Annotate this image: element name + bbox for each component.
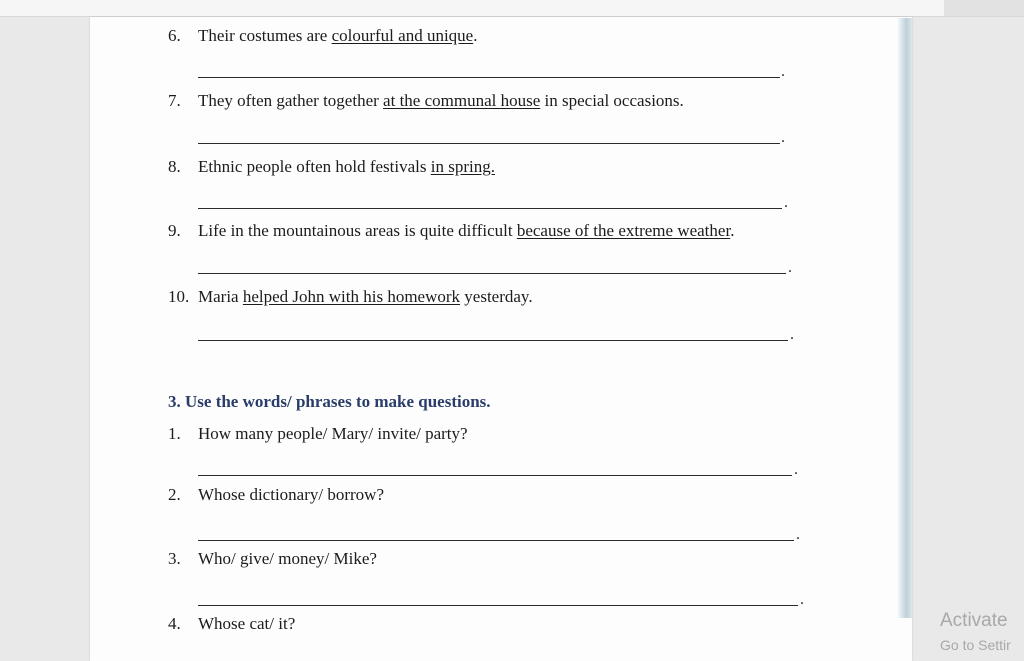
question-text: Who/ give/ money/ Mike? bbox=[198, 549, 377, 568]
underlined-phrase: because of the extreme weather bbox=[516, 221, 731, 240]
underlined-phrase: colourful and unique bbox=[331, 26, 474, 45]
question-number: 6. bbox=[168, 26, 181, 45]
answer-line-8[interactable] bbox=[198, 208, 782, 209]
question-p3-4 bbox=[168, 614, 295, 634]
question-number: 7. bbox=[168, 91, 181, 110]
question-8: 8. Ethnic people often hold festivals in spring. bbox=[168, 157, 495, 176]
settings-watermark: Go to Settir bbox=[940, 637, 1011, 653]
question-text: Whose cat/ it? bbox=[198, 614, 296, 633]
toolbar bbox=[0, 0, 1024, 17]
answer-line-p3-1[interactable] bbox=[198, 475, 792, 476]
activate-watermark: Activate bbox=[940, 610, 1008, 631]
section-heading: 3. Use the words/ phrases to make questions. bbox=[168, 392, 491, 411]
answer-line-p3-3[interactable] bbox=[198, 605, 798, 606]
underlined-phrase: in spring. bbox=[430, 157, 495, 176]
question-text: How many people/ Mary/ invite/ party? bbox=[198, 424, 468, 443]
question-number: 3. bbox=[168, 549, 181, 568]
answer-line-6[interactable] bbox=[198, 77, 780, 78]
question-number: 9. bbox=[168, 221, 181, 240]
question-number: 4. bbox=[168, 614, 181, 633]
question-9: 9. Life in the mountainous areas is quite difficult because of the extreme weather. bbox=[168, 221, 735, 240]
toolbar-right-button[interactable] bbox=[944, 0, 1024, 16]
question-10: 10. Maria helped John with his homework yesterday. bbox=[168, 287, 533, 306]
answer-line-9[interactable] bbox=[198, 273, 786, 274]
question-number: 1. bbox=[168, 424, 181, 443]
underlined-phrase: helped John with his homework bbox=[242, 287, 461, 306]
answer-line-7[interactable] bbox=[198, 143, 780, 144]
question-6: 6. Their costumes are colourful and unique. bbox=[168, 26, 478, 45]
question-number: 8. bbox=[168, 157, 181, 176]
question-p3-1 bbox=[168, 424, 468, 444]
question-p3-3 bbox=[168, 549, 377, 569]
question-number: 10. bbox=[168, 287, 190, 306]
underlined-phrase: at the communal house bbox=[383, 91, 541, 110]
answer-line-p3-2[interactable] bbox=[198, 540, 794, 541]
page-binding-edge bbox=[898, 18, 912, 618]
answer-line-10[interactable] bbox=[198, 340, 788, 341]
question-p3-2 bbox=[168, 485, 384, 505]
question-text: Whose dictionary/ borrow? bbox=[198, 485, 384, 504]
question-7: 7. They often gather together at the communal house in special occasions. bbox=[168, 91, 684, 110]
question-number: 2. bbox=[168, 485, 181, 504]
